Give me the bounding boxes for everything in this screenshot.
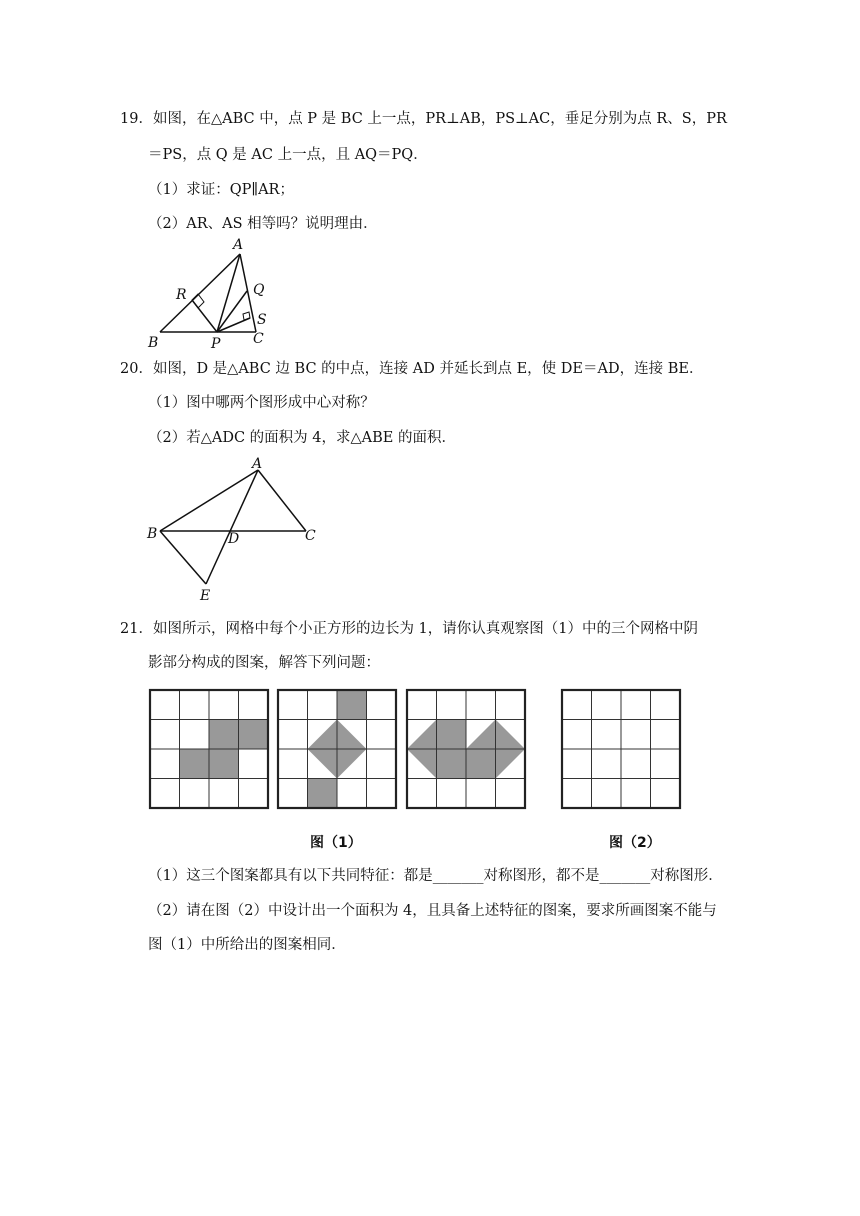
q19-label-A: A	[233, 237, 244, 253]
q19-label-B: B	[148, 335, 159, 351]
q21-part1: （1）这三个图案都具有以下共同特征：都是_______对称图形，都不是_______对称图形．	[148, 868, 723, 884]
q20-label-E: E	[200, 588, 211, 604]
q20-line1: 20．如图，D 是△ABC 边 BC 的中点，连接 AD 并延长到点 E，使 DE＝AD，连接 BE．	[120, 361, 704, 377]
q19-figure	[140, 236, 280, 350]
q20-label-C: C	[305, 528, 316, 544]
q20-figure	[140, 458, 340, 606]
q21-caption-fig1: 图（1）	[310, 835, 362, 851]
q21-grid-3	[407, 690, 525, 808]
q19-line2: ＝PS，点 Q 是 AC 上一点，且 AQ＝PQ．	[148, 147, 428, 163]
q19-label-S: S	[257, 312, 267, 328]
q19-line1: 19．如图，在△ABC 中，点 P 是 BC 上一点，PR⊥AB，PS⊥AC，垂足分别为点 R、S，PR	[120, 111, 727, 127]
q19-label-R: R	[176, 287, 187, 303]
q20-part2: （2）若△ADC 的面积为 4，求△ABE 的面积．	[148, 430, 456, 446]
q21-part2-line1: （2）请在图（2）中设计出一个面积为 4，且具备上述特征的图案，要求所画图案不能与	[148, 903, 717, 919]
q21-grid-answer	[562, 690, 680, 808]
q20-part1: （1）图中哪两个图形成中心对称？	[148, 395, 375, 411]
q21-grid-2	[278, 690, 396, 808]
q21-line2: 影部分构成的图案，解答下列问题：	[148, 655, 380, 671]
q21-line1: 21．如图所示，网格中每个小正方形的边长为 1，请你认真观察图（1）中的三个网格中阴	[120, 621, 699, 637]
q19-part1: （1）求证：QP∥AR；	[148, 182, 294, 198]
q19-label-Q: Q	[253, 282, 265, 298]
q21-caption-fig2: 图（2）	[609, 835, 661, 851]
q19-label-P: P	[211, 336, 221, 352]
q19-part2: （2）AR、AS 相等吗？说明理由．	[148, 216, 378, 232]
q20-label-A: A	[252, 456, 263, 472]
q21-part2-line2: 图（1）中所给出的图案相同．	[148, 937, 346, 953]
q19-label-C: C	[253, 331, 264, 347]
q20-label-D: D	[228, 531, 240, 547]
q21-grid-1	[150, 690, 268, 808]
q20-label-B: B	[147, 526, 158, 542]
